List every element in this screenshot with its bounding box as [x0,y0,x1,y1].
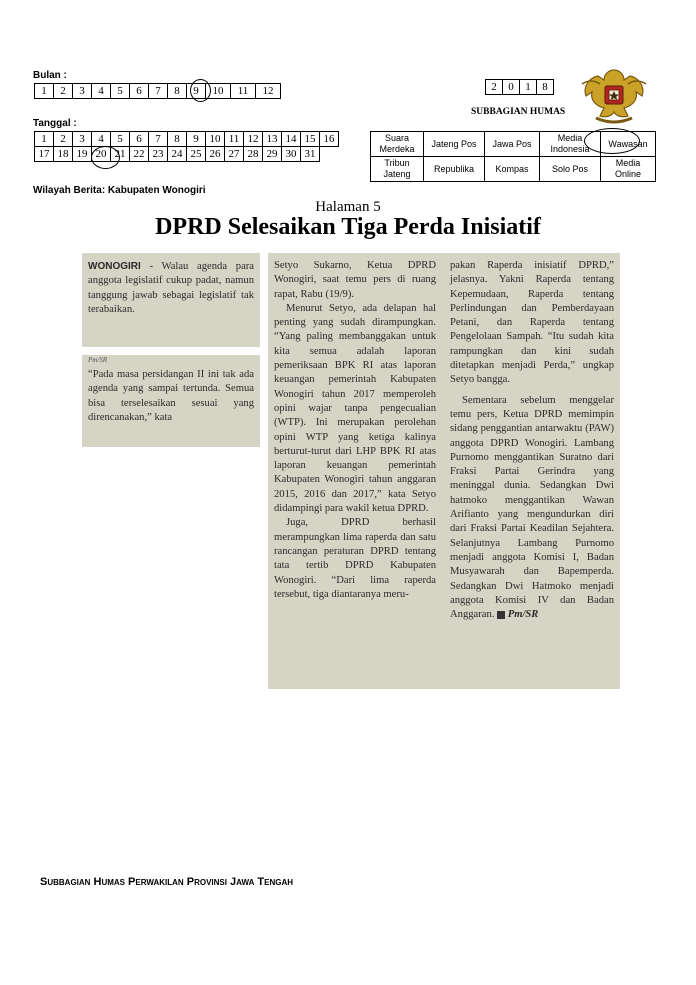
date-cell: 30 [282,147,301,162]
quote-text: “Pada masa persidangan II ini tak ada agenda yang sampai tertunda. Semua bisa terselesaikan sesuai yang direncanakan,” kata [88,369,254,423]
col1-paragraph-3: Juga, DPRD berhasil merampungkan lima raperda dan satu rancangan peraturan DPRD tentang tata tertib DPRD Kabupaten Wonogiri. “Dari lima raperda tersebut, tiga diantaranya meru- [274,517,436,600]
media-outlet-cell: Jateng Pos [424,132,485,157]
date-cell: 16 [320,132,339,147]
end-mark-icon [497,611,505,619]
months-grid [34,83,281,99]
date-cell: 12 [244,132,263,147]
col1-paragraph-1: Setyo Sukarno, Ketua DPRD Wonogiri, saat temu pers di ruang rapat, Rabu (19/9). [274,260,436,300]
month-cell: 3 [73,84,92,99]
month-cell: 10 [206,84,231,99]
body-column-1 [274,259,436,602]
media-outlet-cell: Wawasan [601,132,656,157]
date-cell: 13 [263,132,282,147]
dates-grid [34,131,339,162]
media-outlet-cell: Suara Merdeka [371,132,424,157]
footer-text: Subbagian Humas Perwakilan Provinsi Jawa Tengah [40,876,294,888]
date-cell: 9 [187,132,206,147]
date-cell: 17 [35,147,54,162]
selected-date-circle [91,146,120,169]
media-outlet-cell: Jawa Pos [485,132,540,157]
month-cell: 7 [149,84,168,99]
date-cell: 14 [282,132,301,147]
month-cell: 2 [54,84,73,99]
month-cell: 12 [256,84,281,99]
month-cell: 8 [168,84,187,99]
quote-clipping [82,355,260,447]
date-cell: 21 [111,147,130,162]
lead-clipping [82,253,260,347]
col2-paragraph-2: Sementara sebelum menggelar temu pers, Ketua DPRD memimpin sidang penggantian antarwaktu (PAW) anggota DPRD Wonogiri. Lambang Purnomo menggantikan Suratno dari Fraksi Partai Gerindra yang meninggal dunia. Sedangkan Dwi hatmoko menggantikan Wawan Arifianto yang mengundurkan diri dari Fraksi Partai Keadilan Sejahtera. Selanjutnya Lambang Purnomo menjadi anggota Komisi I, Badan Musyawarah dan Bapemperda. Sedangkan Dwi Hatmoko menjadi anggota Komisi IV dan Badan Anggaran. [450,394,614,621]
date-cell: 7 [149,132,168,147]
date-cell: 26 [206,147,225,162]
month-cell: 9 [187,84,206,99]
date-cell: 20 [92,147,111,162]
article-headline: DPRD Selesaikan Tiga Perda Inisiatif [155,214,541,240]
year-digit-cell: 1 [520,80,537,95]
lead-text: - Walau agenda para anggota legislatif cukup padat, namun tanggung jawab sebagai legislatif tak terabaikan. [88,261,254,315]
month-cell: 11 [231,84,256,99]
lead-place: WONOGIRI [88,261,141,272]
month-cell: 1 [35,84,54,99]
wilayah-berita: Wilayah Berita: Kabupaten Wonogiri [33,185,206,196]
col1-paragraph-2: Menurut Setyo, ada delapan hal penting yang sudah dirampungkan. “Yang paling membanggakan untuk kita semua adalah laporan pemeriksaan BPK RI atas laporan keuangan pemerintah Kabupaten Wonogiri tahun 2017 memperoleh opini wajar tanpa pengecualian (WTP). Ini merupakan perolehan opini WTP yang ketiga kalinya berturut-turut dari LHP BPK RI atas laporan keuangan pemerintah Kabupaten Wonogiri tahun anggaran 2015, 2016 dan 2017,” kata Setyo didampingi para wakil ketua DPRD. [274,302,436,515]
body-column-2 [450,259,614,622]
media-outlet-cell: Tribun Jateng [371,157,424,182]
year-digit-cell: 8 [537,80,554,95]
date-cell: 18 [54,147,73,162]
date-cell: 25 [187,147,206,162]
tanggal-label: Tanggal : [33,118,77,129]
date-cell: 19 [73,147,92,162]
selected-media-circle [584,128,640,154]
month-cell: 5 [111,84,130,99]
media-outlet-cell: Kompas [485,157,540,182]
col2-paragraph-1: pakan Raperda inisiatif DPRD,” jelasnya. Yakni Raperda tentang Kepemudaan, Raperda tentang Perlindungan dan Pemberdayaan Petani, dan Raperda tentang Pengelolaan Sampah. “Itu sudah kita rampungkan dan kini sudah ditetapkan menjadi Perda,” ungkap Setyo bangga. [450,260,614,386]
date-cell: 8 [168,132,187,147]
date-cell: 31 [301,147,320,162]
bulan-label: Bulan : [33,70,67,81]
date-cell: 15 [301,132,320,147]
year-grid [485,79,554,95]
body-clipping [268,253,620,689]
media-outlet-cell: Solo Pos [540,157,601,182]
month-cell: 6 [130,84,149,99]
date-cell: 29 [263,147,282,162]
date-cell: 6 [130,132,149,147]
date-cell: 5 [111,132,130,147]
org-name: SUBBAGIAN HUMAS [471,107,566,117]
date-cell: 11 [225,132,244,147]
date-cell: 28 [244,147,263,162]
date-cell: 4 [92,132,111,147]
date-cell: 3 [73,132,92,147]
date-cell: 10 [206,132,225,147]
byline: Pm/SR [507,609,539,621]
media-outlet-cell: Media Indonesia [540,132,601,157]
media-outlet-cell: Republika [424,157,485,182]
selected-month-circle [190,79,211,102]
date-cell: 24 [168,147,187,162]
month-cell: 4 [92,84,111,99]
date-cell: 23 [149,147,168,162]
date-cell: 2 [54,132,73,147]
date-cell: 1 [35,132,54,147]
date-cell: 22 [130,147,149,162]
quote-fragment: Pm/SR [88,356,108,364]
garuda-emblem-icon [578,66,650,128]
media-outlet-cell: Media Online [601,157,656,182]
page-number: Halaman 5 [315,199,381,215]
year-digit-cell: 2 [486,80,503,95]
date-cell: 27 [225,147,244,162]
year-digit-cell: 0 [503,80,520,95]
